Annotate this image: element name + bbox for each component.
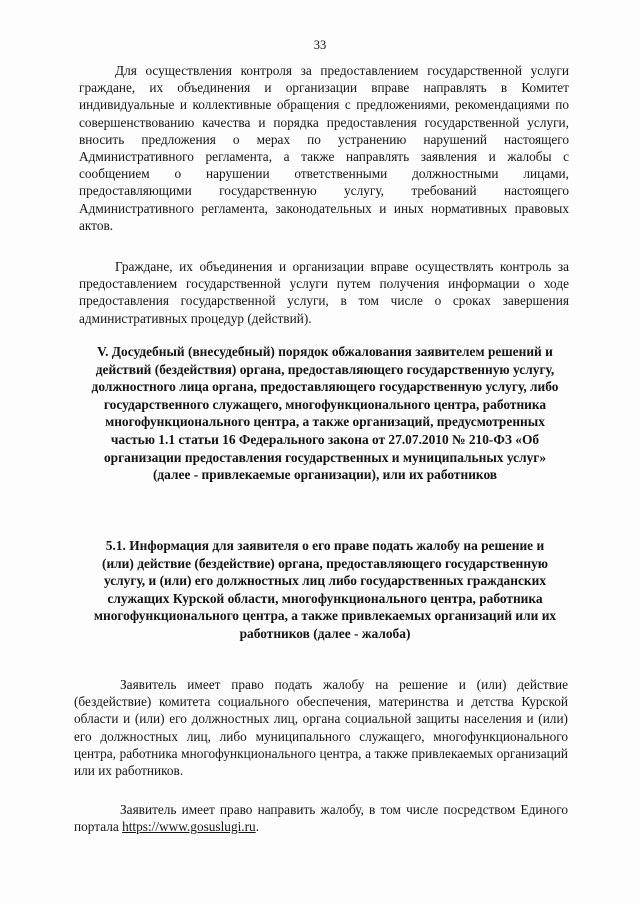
paragraph-citizens-control: Граждане, их объединения и организации вправе осуществлять контроль за предоставлением государственной услуги путем получения информации о ходе предоставления государственной услуги, в том числе о сроках завершения административных процедур (действий). bbox=[79, 259, 569, 326]
paragraph-control-rights: Для осуществления контроля за предоставлением государственной услуги граждане, их объединения и организации вправе направлять в Комитет индивидуальные и коллективные обращения с предложениями, рекомендациями по совершенствованию качества и порядка предоставления государственной услуги, вносить предложения о мерах по устранению нарушений настоящего Административного регламента, а также направлять заявления и жалобы с сообщением о нарушении ответственными должностными лицами, предоставляющими государственную услугу, требований настоящего Административного регламента, законодательных и иных нормативных правовых актов. bbox=[79, 63, 569, 233]
portal-text-end: . bbox=[255, 819, 260, 835]
page-number: 33 bbox=[313, 38, 327, 52]
section-heading: V. Досудебный (внесудебный) порядок обжалования заявителем решений и действий (бездействия) органа, предоставляющего государственную услугу, должностного лица органа, предоставляющего государственную услугу, либо государственного служащего, многофункционального центра, работника многофункционального центра, а также организаций, предусмотренных частью 1.1 статьи 16 Федерального закона от 27.07.2010 № 210-ФЗ «Об организации предоставления государственных и муниципальных услуг» (далее - привлекаемые организации), или их работников bbox=[91, 344, 559, 483]
gosuslugi-link[interactable]: https://www.gosuslugi.ru bbox=[122, 819, 256, 835]
subsection-heading: 5.1. Информация для заявителя о его праве подать жалобу на решение и (или) действие (бездействие) органа, предоставляющего государственную услугу, и (или) его должностных лиц либо государственных гражданских служащих Курской области, многофункционального центра, работника многофункционального центра, а также привлекаемых организаций или их работников (далее - жалоба) bbox=[93, 538, 557, 641]
paragraph-complaint-right: Заявитель имеет право подать жалобу на решение и (или) действие (бездействие) комитета социального обеспечения, материнства и детства Курской области и (или) его должностных лиц, органа социальной защиты населения и (или) его должностных лиц, либо муниципального служащего, многофункционального центра, работника многофункционального центра, а также привлекаемых организаций или их работников. bbox=[74, 677, 568, 779]
portal-text: Заявитель имеет право направить жалобу, в том числе посредством Единого портала bbox=[74, 802, 568, 835]
paragraph-portal bbox=[74, 801, 568, 835]
